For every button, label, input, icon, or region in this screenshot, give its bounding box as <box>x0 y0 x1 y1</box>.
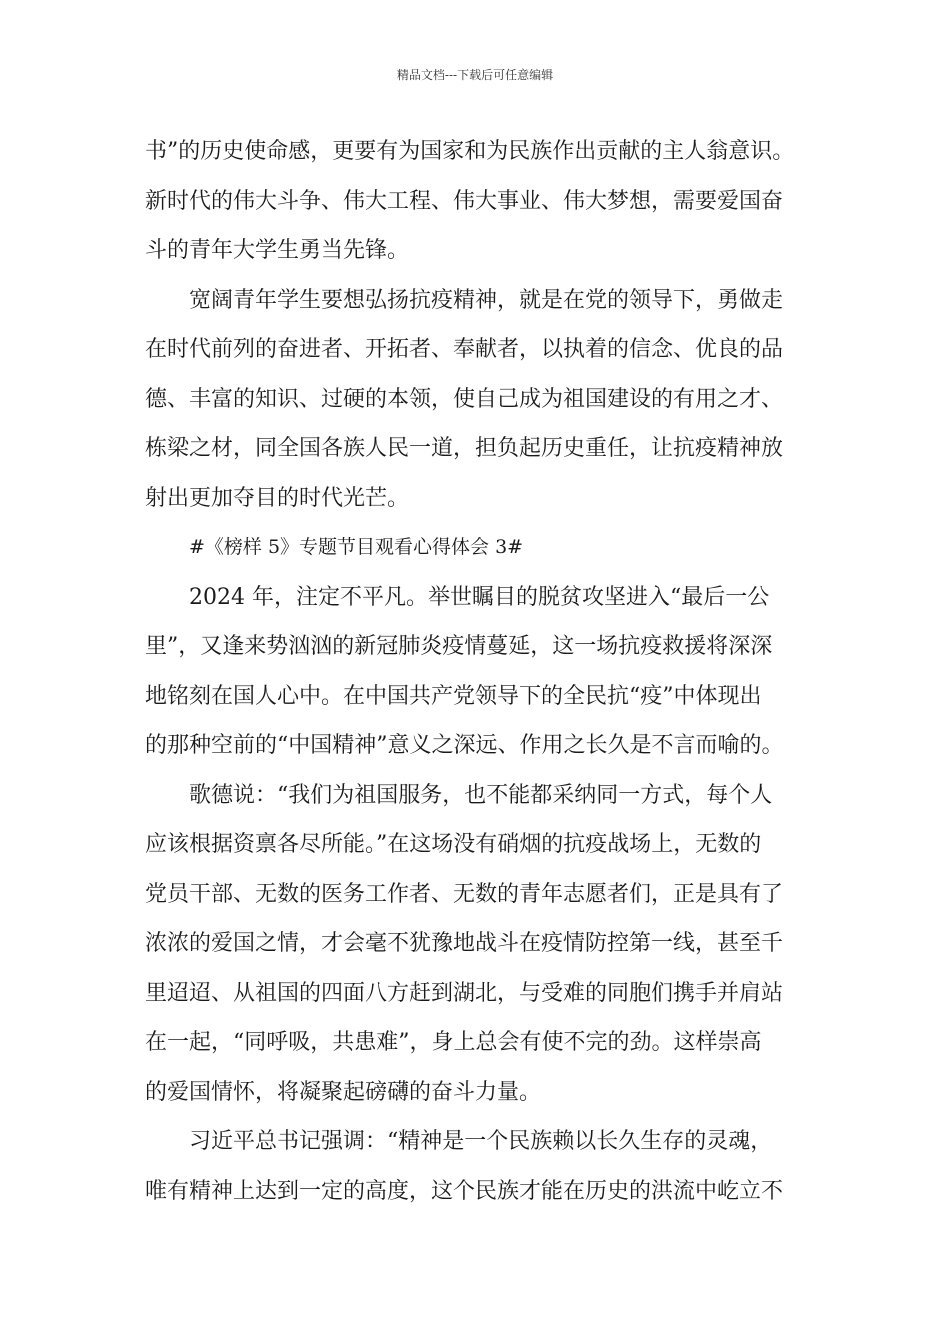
paragraph <box>145 127 810 276</box>
text-line: 2024 年，注定不平凡。举世瞩目的脱贫攻坚进入“最后一公 <box>189 584 770 610</box>
text-line: 德、丰富的知识、过硬的本领，使自己成为祖国建设的有用之才、 <box>145 386 784 412</box>
text-line: 党员干部、无数的医务工作者、无数的青年志愿者们，正是具有了 <box>145 881 784 907</box>
paragraph <box>145 573 810 771</box>
text-line: 里”，又逢来势汹汹的新冠肺炎疫情蔓延，这一场抗疫救援将深深 <box>145 634 773 659</box>
text-line: 地铭刻在国人心中。在中国共产党领导下的全民抗“疫”中体现出 <box>145 683 762 709</box>
text-line: 唯有精神上达到一定的高度，这个民族才能在历史的洪流中屹立不 <box>145 1178 784 1204</box>
text-line: 应该根据资禀各尽所能。”在这场没有硝烟的抗疫战场上，无数的 <box>145 832 762 857</box>
text-line: 斗的青年大学生勇当先锋。 <box>145 238 410 263</box>
paragraph <box>145 276 810 524</box>
section-heading <box>145 523 810 573</box>
document-body <box>145 127 810 1216</box>
text-line: 浓浓的爱国之情，才会毫不犹豫地战斗在疫情防控第一线，甚至千 <box>145 931 784 956</box>
text-line: 新时代的伟大斗争、伟大工程、伟大事业、伟大梦想，需要爱国奋 <box>145 188 784 214</box>
text-line: 书”的历史使命感，更要有为国家和为民族作出贡献的主人翁意识。 <box>145 139 795 164</box>
text-line: 在一起，“同呼吸，共患难”，身上总会有使不完的劲。这样崇高 <box>145 1030 762 1055</box>
text-line: 射出更加夺目的时代光芒。 <box>145 485 410 511</box>
text-line: 在时代前列的奋进者、开拓者、奉献者，以执着的信念、优良的品 <box>145 337 784 362</box>
text-line: 歌德说：“我们为祖国服务，也不能都采纳同一方式，每个人 <box>189 782 773 808</box>
page-header: 精品文档---下载后可任意编辑 <box>396 68 554 82</box>
text-line: 的那种空前的“中国精神”意义之深远、作用之长久是不言而喻的。 <box>145 733 784 758</box>
paragraph <box>145 1117 810 1216</box>
section-heading-text: #《榜样 5》专题节目观看心得体会 3# <box>189 536 524 558</box>
paragraph <box>145 771 810 1118</box>
text-line: 栋梁之材，同全国各族人民一道，担负起历史重任，让抗疫精神放 <box>145 436 784 461</box>
text-line: 里迢迢、从祖国的四面八方赶到湖北，与受难的同胞们携手并肩站 <box>145 980 784 1006</box>
text-line: 习近平总书记强调：“精神是一个民族赖以长久生存的灵魂， <box>189 1129 773 1154</box>
text-line: 宽阔青年学生要想弘扬抗疫精神，就是在党的领导下，勇做走 <box>189 287 784 313</box>
text-line: 的爱国情怀，将凝聚起磅礴的奋斗力量。 <box>145 1079 542 1105</box>
